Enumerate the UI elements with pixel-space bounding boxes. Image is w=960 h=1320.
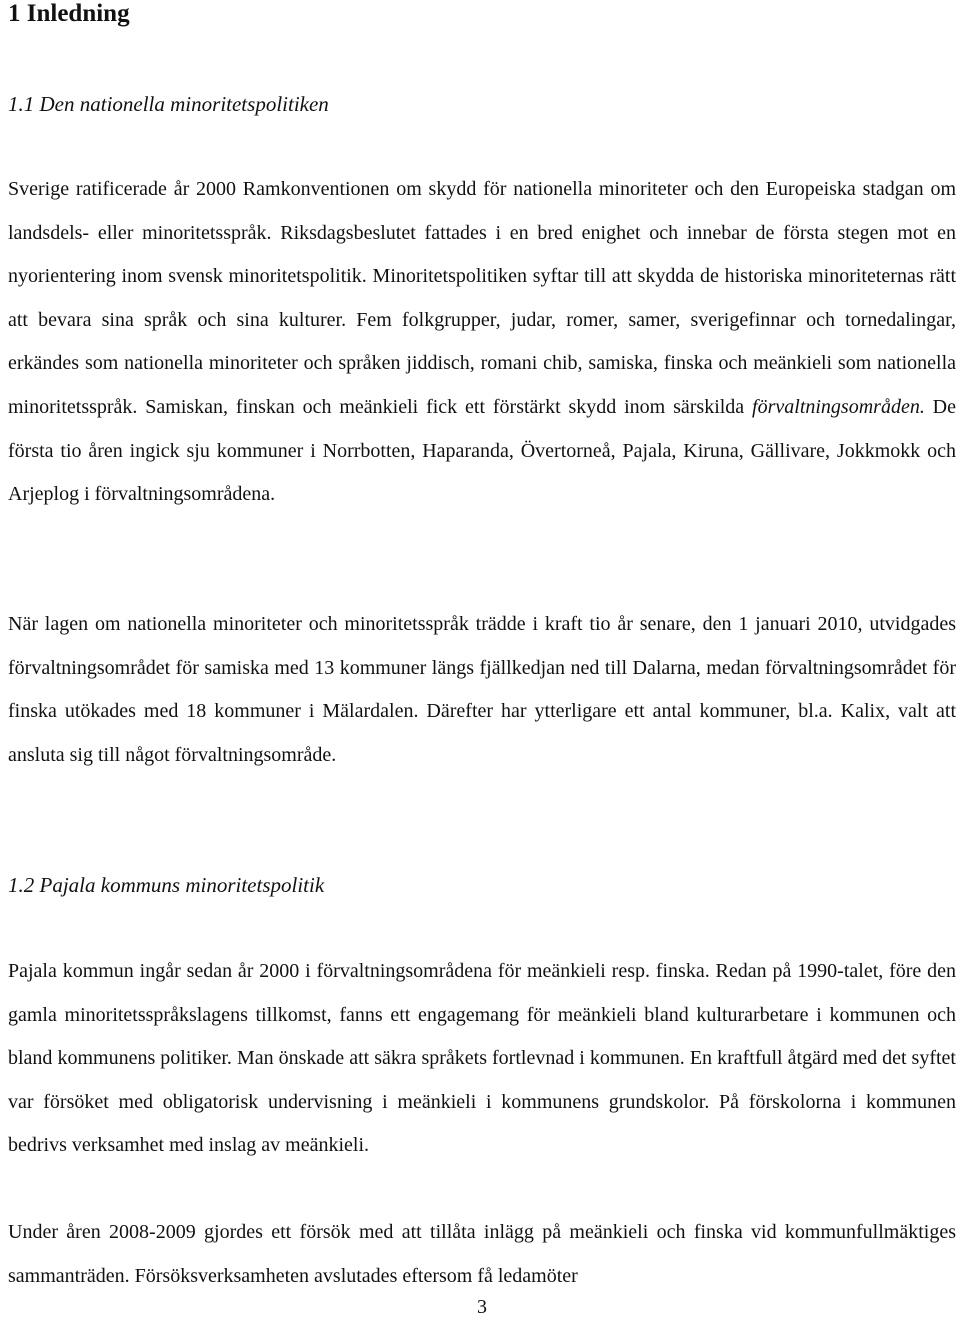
section-heading-1-2: 1.2 Pajala kommuns minoritetspolitik	[8, 873, 325, 897]
paragraph-council-trial: Under åren 2008-2009 gjordes ett försök med att tillåta inlägg på meänkieli och finska vid kommunfullmäktiges sammanträden. Försöksverksamheten avslutades eftersom få ledamöter	[8, 1221, 956, 1287]
paragraph-text: Sverige ratificerade år 2000 Ramkonventionen om skydd för nationella minoriteter och den Europeiska stadgan om landsdels- eller minoritetsspråk. Riksdagsbeslutet fattades i en bred enighet och innebar de första stegen mot en nyorientering inom svensk minoritetspolitik. Minoritetspolitiken syftar till att skydda de historiska minoriteternas rätt att bevara sina språk och sina kulturer. Fem folkgrupper, judar, romer, samer, sverigefinnar och tornedalingar, erkändes som nationella minoriteter och språken jiddisch, romani chib, samiska, finska och meänkieli som nationella minoritetsspråk. Samiskan, finskan och meänkieli fick ett förstärkt skydd inom särskilda	[8, 178, 956, 418]
page-number: 3	[477, 1296, 487, 1318]
emphasized-term: förvaltningsområden.	[752, 395, 925, 418]
paragraph-law-2010: När lagen om nationella minoriteter och minoritetsspråk trädde i kraft tio år senare, den 1 januari 2010, utvidgades förvaltningsområdet för samiska med 13 kommuner längs fjällkedjan ned till Dalarna, medan förvaltningsområdet för finska utökades med 18 kommuner i Mälardalen. Därefter har ytterligare ett antal kommuner, bl.a. Kalix, valt att ansluta sig till något förvaltningsområde.	[8, 613, 956, 766]
paragraph-text: De första tio åren ingick sju kommuner i Norrbotten, Haparanda, Övertorneå, Pajala, Kiruna, Gällivare, Jokkmokk och Arjeplog i förvaltningsområdena.	[8, 395, 957, 506]
chapter-heading: 1 Inledning	[8, 0, 130, 27]
section-heading-1-1: 1.1 Den nationella minoritetspolitiken	[8, 92, 329, 116]
paragraph-pajala-policy: Pajala kommun ingår sedan år 2000 i förvaltningsområdena för meänkieli resp. finska. Redan på 1990-talet, före den gamla minoritetsspråkslagens tillkomst, fanns ett engagemang för meänkieli bland kulturarbetare i kommunen och bland kommunens politiker. Man önskade att säkra språkets fortlevnad i kommunen. En kraftfull åtgärd med det syftet var försöket med obligatorisk undervisning i meänkieli i kommunens grundskolor. På förskolorna i kommunen bedrivs verksamhet med inslag av meänkieli.	[8, 960, 956, 1157]
document-page	[8, 0, 956, 1320]
paragraph-minority-policy-intro	[8, 168, 956, 517]
